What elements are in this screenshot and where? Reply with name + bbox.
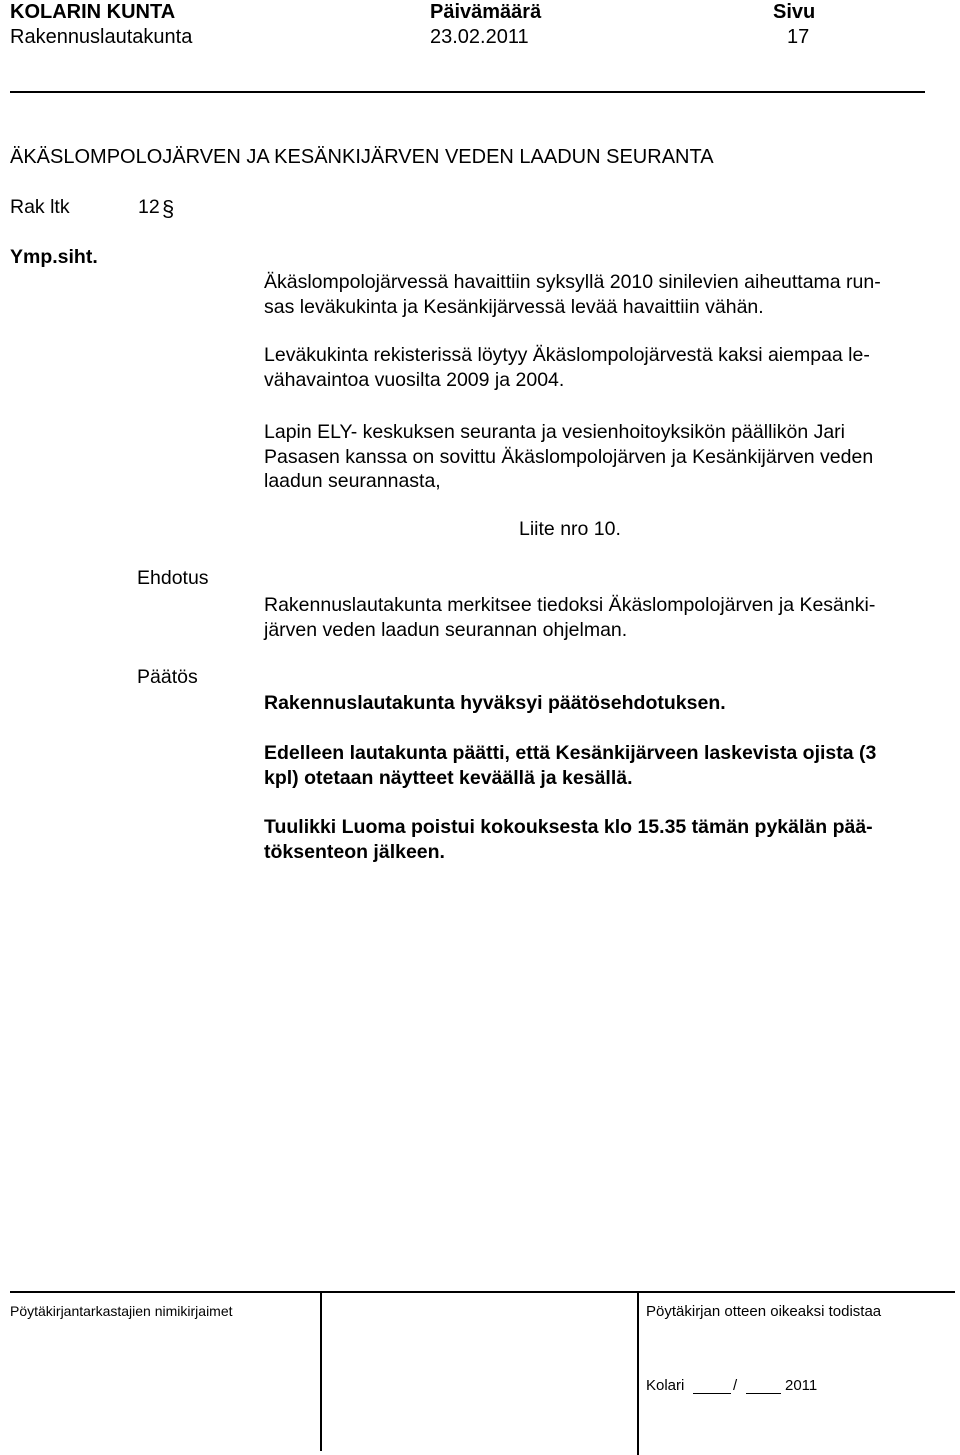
paragraph-line: Pasasen kanssa on sovittu Äkäslompolojärven ja Kesänkijärven veden	[264, 445, 874, 468]
proposal-label: Ehdotus	[137, 567, 209, 589]
paragraph-monitoring-agreement	[264, 420, 944, 494]
paragraph-line: kpl) otetaan näytteet keväällä ja kesällä.	[264, 766, 633, 789]
page-label: Sivu	[773, 1, 816, 23]
decision-sampling	[264, 741, 944, 790]
paragraph-line: sas leväkukinta ja Kesänkijärvessä levää havaittiin vähän.	[264, 295, 764, 318]
attachment-reference: Liite nro 10.	[519, 518, 621, 540]
decision-departure-note	[264, 815, 944, 864]
day-signature-line	[693, 1393, 731, 1394]
decision-approved: Rakennuslautakunta hyväksyi päätösehdotuksen.	[264, 692, 726, 714]
organization-name: KOLARIN KUNTA	[10, 1, 176, 23]
paragraph-line: Rakennuslautakunta merkitsee tiedoksi Äkäslompolojärven ja Kesänki-	[264, 594, 876, 616]
paragraph-line: vähavaintoa vuosilta 2009 ja 2004.	[264, 368, 565, 391]
meeting-date: 23.02.2011	[430, 26, 529, 48]
footer-initials-label: Pöytäkirjantarkastajien nimikirjaimet	[10, 1303, 233, 1319]
paragraph-line: töksenteon jälkeen.	[264, 840, 445, 863]
month-signature-line	[746, 1393, 781, 1394]
footer-certified-label: Pöytäkirjan otteen oikeaksi todistaa	[646, 1303, 882, 1320]
section-number: 12	[138, 196, 160, 218]
page-number: 17	[787, 26, 810, 48]
paragraph-bloom-register	[264, 343, 944, 392]
footer-vertical-right	[637, 1291, 639, 1455]
proposal-text	[264, 593, 944, 642]
footer-year: 2011	[785, 1377, 818, 1394]
paragraph-line: Äkäslompolojärvessä havaittiin syksyllä 2010 sinilevien aiheuttama run-	[264, 271, 881, 293]
footer-place: Kolari	[646, 1377, 685, 1394]
footer-vertical-left	[320, 1291, 322, 1451]
paragraph-line: Lapin ELY- keskuksen seuranta ja vesienhoitoyksikön päällikön Jari	[264, 421, 846, 443]
section-label: Rak ltk	[10, 196, 70, 218]
decision-label: Päätös	[137, 666, 198, 688]
paragraph-line: laadun seurannasta,	[264, 470, 441, 492]
preparer-label: Ymp.siht.	[10, 246, 98, 268]
board-name: Rakennuslautakunta	[10, 26, 193, 48]
paragraph-line: järven veden laadun seurannan ohjelman.	[264, 618, 628, 641]
footer-slash: /	[733, 1377, 738, 1394]
date-label: Päivämäärä	[430, 1, 542, 23]
header-divider	[10, 91, 925, 93]
paragraph-bloom-observation	[264, 270, 944, 319]
paragraph-line: Tuulikki Luoma poistui kokouksesta klo 15.35 tämän pykälän pää-	[264, 816, 873, 838]
paragraph-line: Leväkukinta rekisterissä löytyy Äkäslompolojärvestä kaksi aiempaa le-	[264, 344, 870, 366]
section-symbol: §	[162, 196, 175, 221]
footer-divider	[10, 1291, 955, 1293]
page-title: ÄKÄSLOMPOLOJÄRVEN JA KESÄNKIJÄRVEN VEDEN LAADUN SEURANTA	[10, 146, 714, 168]
paragraph-line: Edelleen lautakunta päätti, että Kesänkijärveen laskevista ojista (3	[264, 742, 877, 764]
